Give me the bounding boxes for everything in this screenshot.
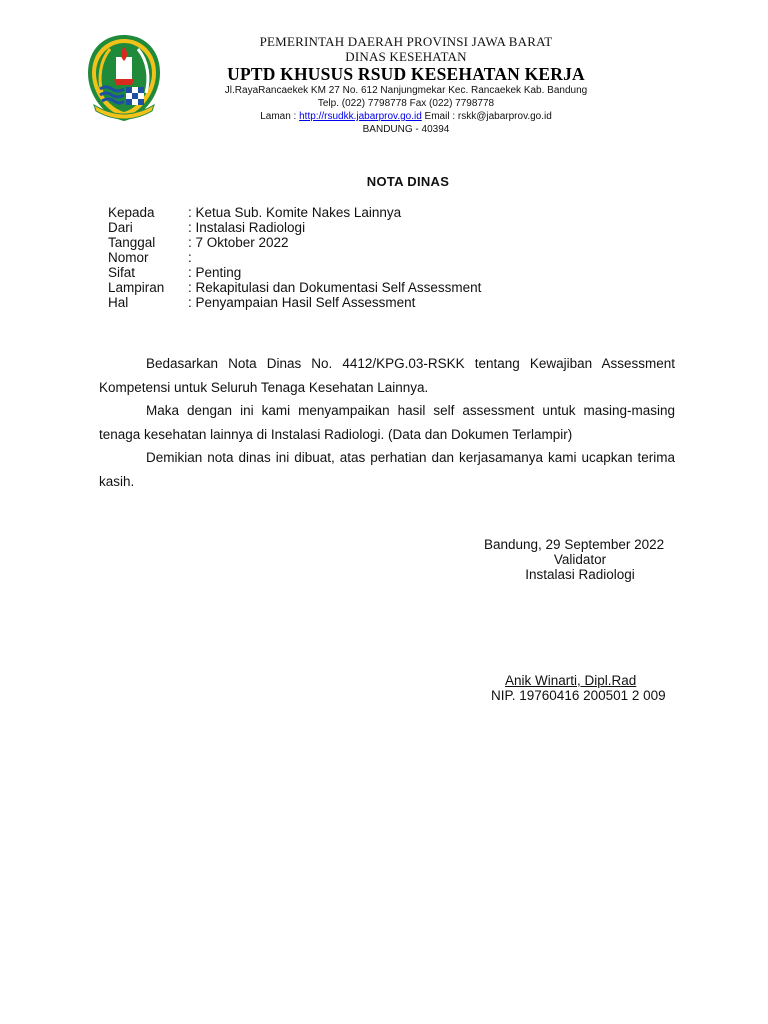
- meta-row-sifat: [108, 265, 481, 280]
- meta-value: : Penyampaian Hasil Self Assessment: [188, 295, 416, 310]
- meta-value: : Rekapitulasi dan Dokumentasi Self Assessment: [188, 280, 482, 295]
- hospital-name: UPTD KHUSUS RSUD KESEHATAN KERJA: [227, 64, 585, 84]
- signer-name: Anik Winarti, Dipl.Rad: [505, 673, 637, 688]
- letterhead: [196, 34, 616, 136]
- meta-label: Hal: [108, 295, 129, 310]
- signer-nip: NIP. 19760416 200501 2 009: [491, 688, 666, 703]
- meta-value: : Penting: [188, 265, 242, 280]
- meta-row-hal: [108, 295, 481, 310]
- meta-row-dari: [108, 220, 481, 235]
- meta-row-tanggal: [108, 235, 481, 250]
- address: Jl.RayaRancaekek KM 27 No. 612 Nanjungmekar Kec. Rancaekek Kab. Bandung: [224, 85, 588, 96]
- meta-label: Lampiran: [108, 280, 165, 295]
- meta-row-nomor: [108, 250, 481, 265]
- meta-row-kepada: [108, 205, 481, 220]
- document-title: NOTA DINAS: [366, 174, 450, 189]
- meta-label: Dari: [108, 220, 133, 235]
- meta-value: :: [188, 250, 192, 265]
- website-label: Laman :: [260, 111, 300, 122]
- memo-meta: [108, 205, 481, 310]
- body-paragraph: Maka dengan ini kami menyampaikan hasil self assessment untuk masing-masing tenaga kesehatan lainnya di Instalasi Radiologi. (Data dan Dokumen Terlampir): [99, 403, 675, 442]
- meta-value: : Ketua Sub. Komite Nakes Lainnya: [188, 205, 402, 220]
- meta-value: : 7 Oktober 2022: [188, 235, 289, 250]
- body-paragraph: Bedasarkan Nota Dinas No. 4412/KPG.03-RSKK tentang Kewajiban Assessment Kompetensi untuk Seluruh Tenaga Kesehatan Lainnya.: [99, 356, 675, 395]
- meta-value: : Instalasi Radiologi: [188, 220, 306, 235]
- website-email-line: [196, 110, 616, 123]
- meta-row-lampiran: [108, 280, 481, 295]
- meta-label: Tanggal: [108, 235, 156, 250]
- website-link[interactable]: http://rsudkk.jabarprov.go.id: [299, 111, 422, 122]
- meta-label: Kepada: [108, 205, 155, 220]
- signature-role: Validator: [553, 552, 607, 567]
- email-text: Email : rskk@jabarprov.go.id: [421, 111, 552, 122]
- phone-fax: Telp. (022) 7798778 Fax (022) 7798778: [317, 98, 495, 109]
- memo-body: [99, 352, 675, 493]
- west-java-emblem-logo: [86, 33, 162, 123]
- government-name: PEMERINTAH DAERAH PROVINSI JAWA BARAT: [259, 34, 553, 49]
- city-zip: BANDUNG - 40394: [362, 124, 450, 135]
- signature-unit: Instalasi Radiologi: [525, 567, 635, 582]
- signature-place-date: Bandung, 29 September 2022: [484, 537, 665, 552]
- signature-role-block: [500, 552, 660, 582]
- department-name: DINAS KESEHATAN: [345, 49, 467, 64]
- meta-label: Sifat: [108, 265, 136, 280]
- body-paragraph: Demikian nota dinas ini dibuat, atas perhatian dan kerjasamanya kami ucapkan terima kasih.: [99, 450, 675, 489]
- meta-label: Nomor: [108, 250, 149, 265]
